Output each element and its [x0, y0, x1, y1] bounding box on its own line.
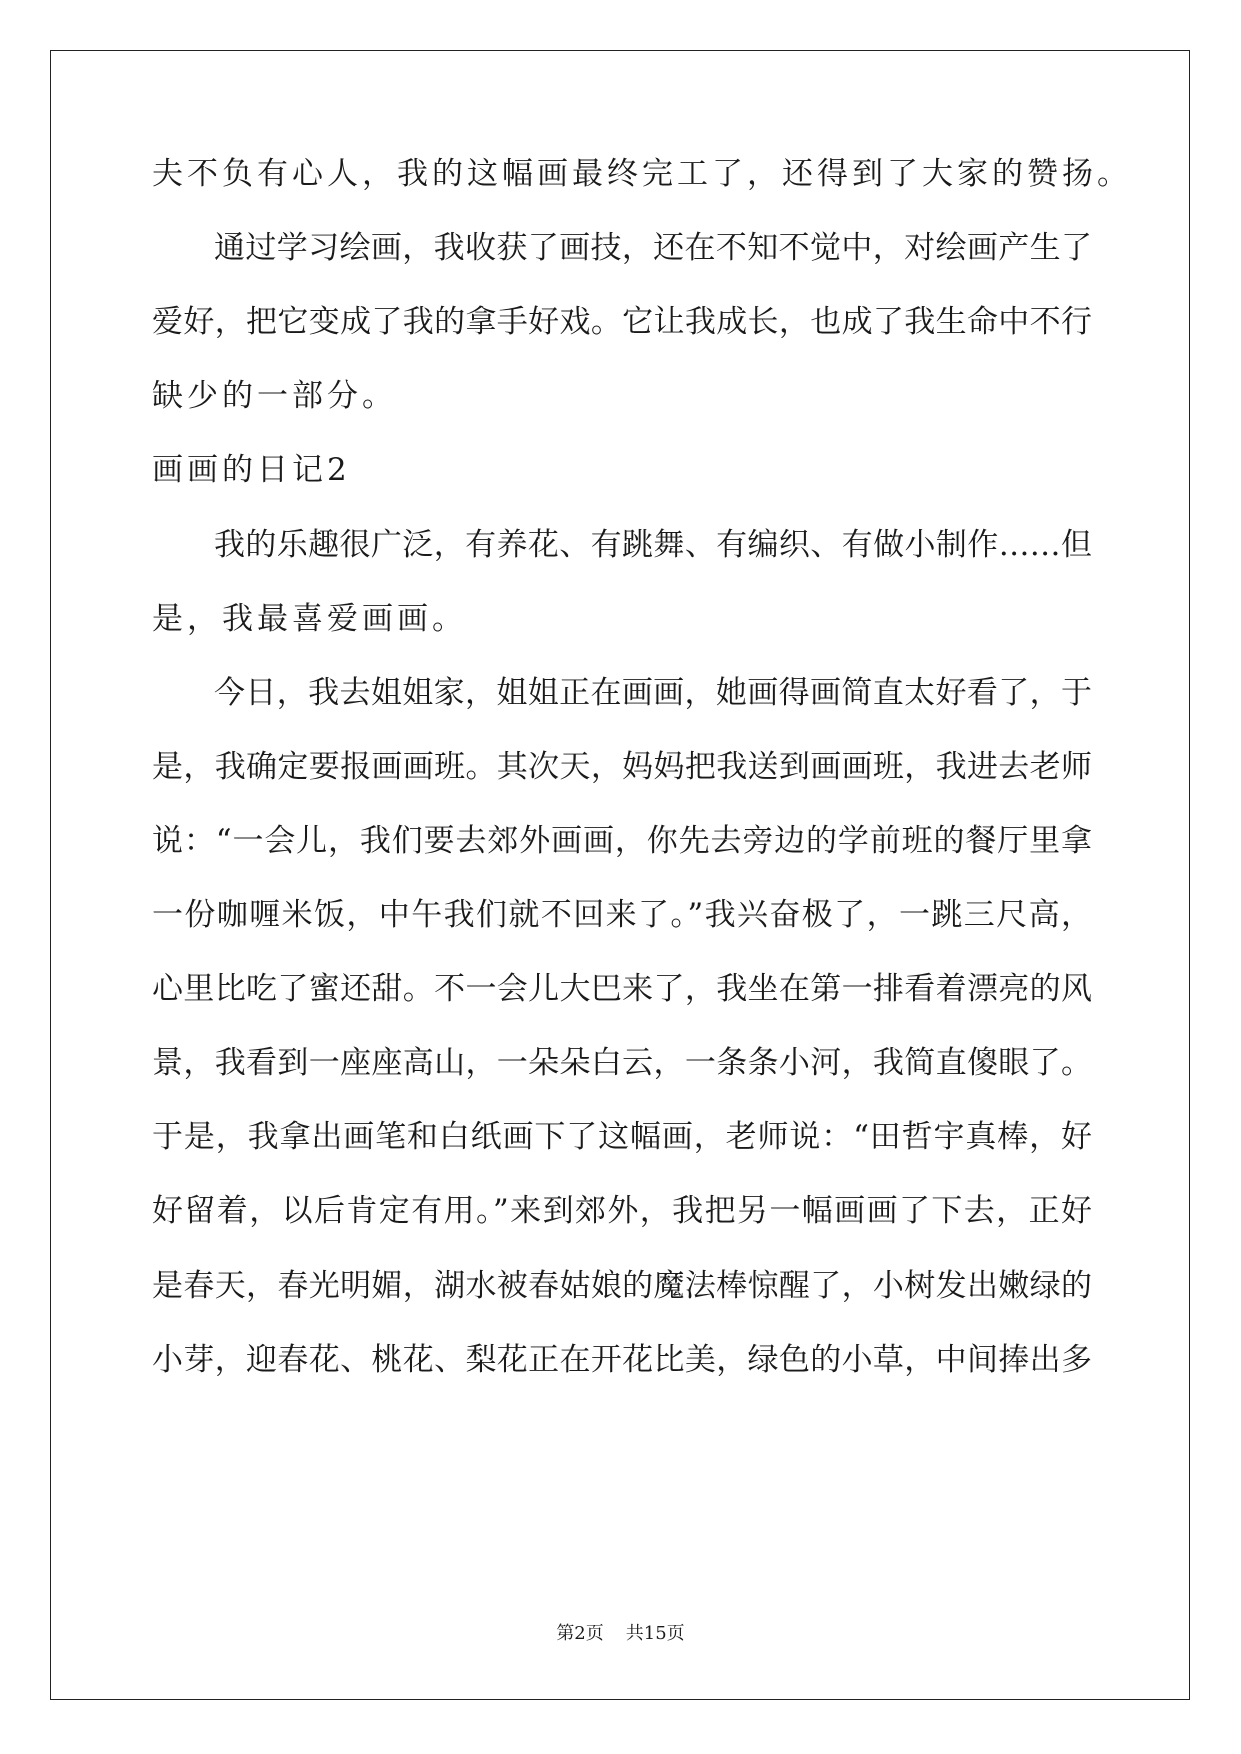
text-line: 缺少的一部分。: [152, 378, 397, 414]
text-line: 通过学习绘画，我收获了画技，还在不知不觉中，对绘画产生了: [214, 230, 1092, 266]
text-line: 于是，我拿出画笔和白纸画下了这幅画，老师说：“田哲宇真棒，好: [152, 1119, 1092, 1155]
text-line: 好留着，以后肯定有用。”来到郊外，我把另一幅画画了下去，正好: [152, 1193, 1092, 1229]
text-line: 心里比吃了蜜还甜。不一会儿大巴来了，我坐在第一排看着漂亮的风: [152, 971, 1092, 1007]
text-line: 我的乐趣很广泛，有养花、有跳舞、有编织、有做小制作……但: [214, 527, 1092, 563]
text-line: 爱好，把它变成了我的拿手好戏。它让我成长，也成了我生命中不行: [152, 304, 1092, 340]
page-footer: [0, 1622, 1241, 1646]
text-line: 说：“一会儿，我们要去郊外画画，你先去旁边的学前班的餐厅里拿: [152, 823, 1092, 859]
text-line: 是春天，春光明媚，湖水被春姑娘的魔法棒惊醒了，小树发出嫩绿的: [152, 1268, 1092, 1304]
text-line: 小芽，迎春花、桃花、梨花正在开花比美，绿色的小草，中间捧出多: [152, 1342, 1092, 1378]
text-line: 是，我确定要报画画班。其次天，妈妈把我送到画画班，我进去老师: [152, 749, 1092, 785]
text-line: 一份咖喱米饭，中午我们就不回来了。”我兴奋极了，一跳三尺高，: [152, 897, 1092, 933]
text-line: 今日，我去姐姐家，姐姐正在画画，她画得画简直太好看了，于: [214, 675, 1092, 711]
page-total: 共15页: [625, 1623, 685, 1644]
page-border: [50, 50, 1190, 1700]
text-line: 是，我最喜爱画画。: [152, 601, 467, 637]
text-line: 夫不负有心人，我的这幅画最终完工了，还得到了大家的赞扬。: [152, 156, 1132, 192]
text-line: 景，我看到一座座高山，一朵朵白云，一条条小河，我简直傻眼了。: [152, 1045, 1092, 1081]
page-number: 第2页: [556, 1623, 604, 1644]
section-heading: 画画的日记2: [152, 452, 351, 488]
